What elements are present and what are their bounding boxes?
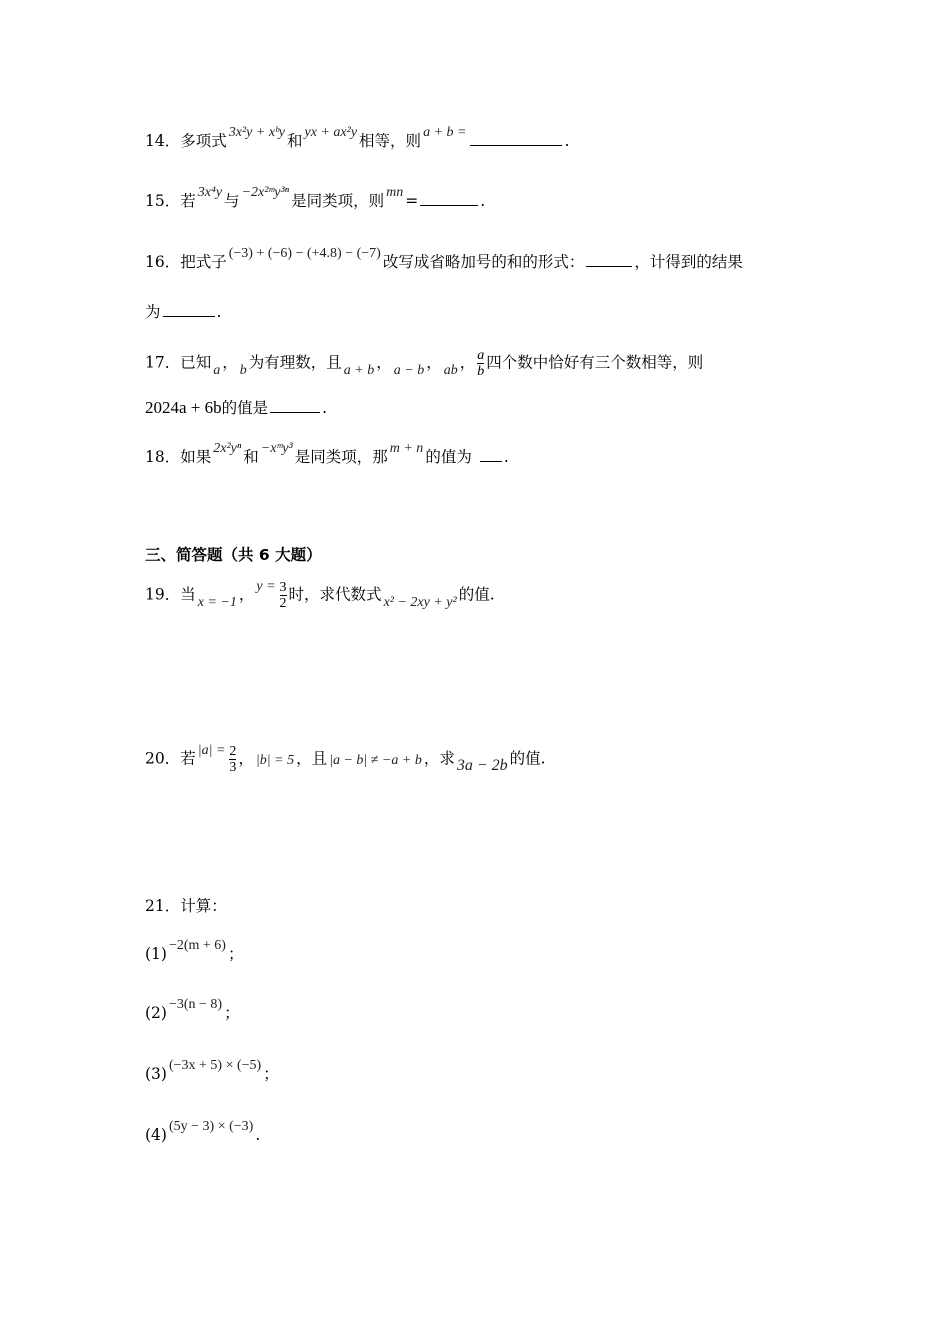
math-expression: 2024a + 6b [145,398,222,417]
math-expression: m + n [389,441,424,456]
sub-question-label: (4) [145,1126,167,1144]
math-expression: y = [256,578,276,594]
math-expression: −3(n − 8) [168,997,223,1012]
question-text: 若 [180,192,196,210]
question-text: 如果 [180,448,212,466]
math-expression: (−3x + 5) × (−5) [168,1058,262,1073]
question-text: 若 [180,749,196,768]
question-number: 14． [145,132,181,150]
question-text: 改写成省略加号的和的形式： [382,253,585,271]
sub-question-1: (1) −2(m + 6) ； [145,938,244,963]
question-text: 计算： [180,897,227,915]
question-text: 的值. [509,749,546,768]
question-number: 18． [145,448,181,466]
question-text: 时，求代数式 [288,585,382,604]
answer-blank[interactable] [586,252,632,267]
math-expression: a − b [393,362,425,378]
math-expression: |b| = 5 [255,752,295,768]
sub-question-label: (3) [145,1065,167,1083]
math-fraction: $\frac{3}{2}$ [279,580,287,611]
math-expression: (5y − 3) × (−3) [168,1119,254,1134]
sub-question-label: (1) [145,945,167,963]
sub-question-3: (3) (−3x + 5) × (−5) ； [145,1058,279,1083]
question-text: 的值. [458,585,495,604]
question-text: 把式子 [180,253,227,271]
question-number: 19． [145,585,181,604]
math-expression: x² − 2xy + y² [383,594,457,610]
question-text: 的值为 [425,448,472,466]
question-15: 15．若 3x⁴y 与 −2x²ᵐy³ⁿ 是同类项，则 mn = . [145,185,486,210]
question-17: 17．已知 a ， b 为有理数，且 a + b ， a − b ， ab ， $\frac{a}{b}$ 四个数中恰好有三个数相等，则 [145,348,704,379]
question-text: 为 [145,303,161,321]
math-expression: 2x²yⁿ [213,441,242,456]
math-expression: −2(m + 6) [168,938,226,953]
question-text: 与 [224,192,240,210]
math-expression: |a| = [197,742,226,758]
math-variable: a [213,362,221,378]
question-text: 的值是 [221,399,269,417]
question-14: 14．多项式 3x²y + xᵇy 和 yx + ax²y 相等，则 a + b = . [145,125,570,150]
question-text: 是同类项，则 [291,192,385,210]
math-expression: |a − b| ≠ −a + b [329,752,422,768]
question-number: 20． [145,749,181,768]
question-number: 17． [145,353,181,372]
answer-blank[interactable] [470,131,562,146]
question-text: 已知 [180,353,212,372]
math-expression: (−3) + (−6) − (+4.8) − (−7) [228,246,381,261]
question-number: 16． [145,253,181,271]
answer-blank[interactable] [270,398,320,413]
question-text: ，求 [423,749,455,768]
sub-question-label: (2) [145,1004,167,1022]
question-text: 多项式 [180,132,227,150]
math-expression: yx + ax²y [304,125,358,140]
math-expression: a + b = [423,125,467,140]
question-number: 15． [145,192,181,210]
question-text: 四个数中恰好有三个数相等，则 [486,353,704,372]
question-text: 当 [180,585,196,604]
math-expression: mn [386,185,404,200]
question-16-continued: 为 . [145,303,222,321]
section-heading: 三、简答题（共 6 大题） [145,546,322,564]
question-text: ，且 [296,749,328,768]
math-expression: −2x²ᵐy³ⁿ [241,185,290,200]
question-18: 18．如果 2x²yⁿ 和 −xᵐy³ 是同类项，那 m + n 的值为 . [145,441,509,466]
sub-question-4: (4) (5y − 3) × (−3) . [145,1119,261,1144]
answer-blank[interactable] [420,191,478,206]
math-fraction: $\frac{a}{b}$ [477,348,485,379]
question-21 [145,895,227,917]
question-number: 21． [145,897,181,915]
question-16 [145,246,743,275]
question-text: 和 [243,448,259,466]
math-fraction: $\frac{2}{3}$ [229,744,237,775]
math-expression: ab [443,362,458,378]
math-expression: 3a − 2b [456,756,508,774]
math-variable: b [239,362,247,378]
question-text: 相等，则 [359,132,422,150]
question-text: ，计得到的结果 [634,253,743,271]
math-expression: 3x⁴y [197,185,223,200]
answer-blank[interactable] [163,302,215,317]
question-text: 为有理数，且 [248,353,342,372]
math-expression: a + b [343,362,375,378]
sub-question-2: (2) −3(n − 8) ； [145,997,240,1022]
question-text: 和 [287,132,303,150]
math-expression: −xᵐy³ [260,441,293,456]
question-17-continued: 2024a + 6b的值是 . [145,398,328,417]
math-expression: 3x²y + xᵇy [228,125,286,140]
question-text: 是同类项，那 [294,448,388,466]
question-20: 20．若 |a| = $\frac{2}{3}$ ， |b| = 5 ，且 |a − b| ≠ −a + b ，求 3a − 2b 的值. [145,742,546,775]
question-19: 19．当 x = −1 ， y = $\frac{3}{2}$ 时，求代数式 x² − 2xy + y² 的值. [145,578,495,611]
math-expression: x = −1 [197,594,237,610]
answer-blank[interactable] [480,447,502,462]
